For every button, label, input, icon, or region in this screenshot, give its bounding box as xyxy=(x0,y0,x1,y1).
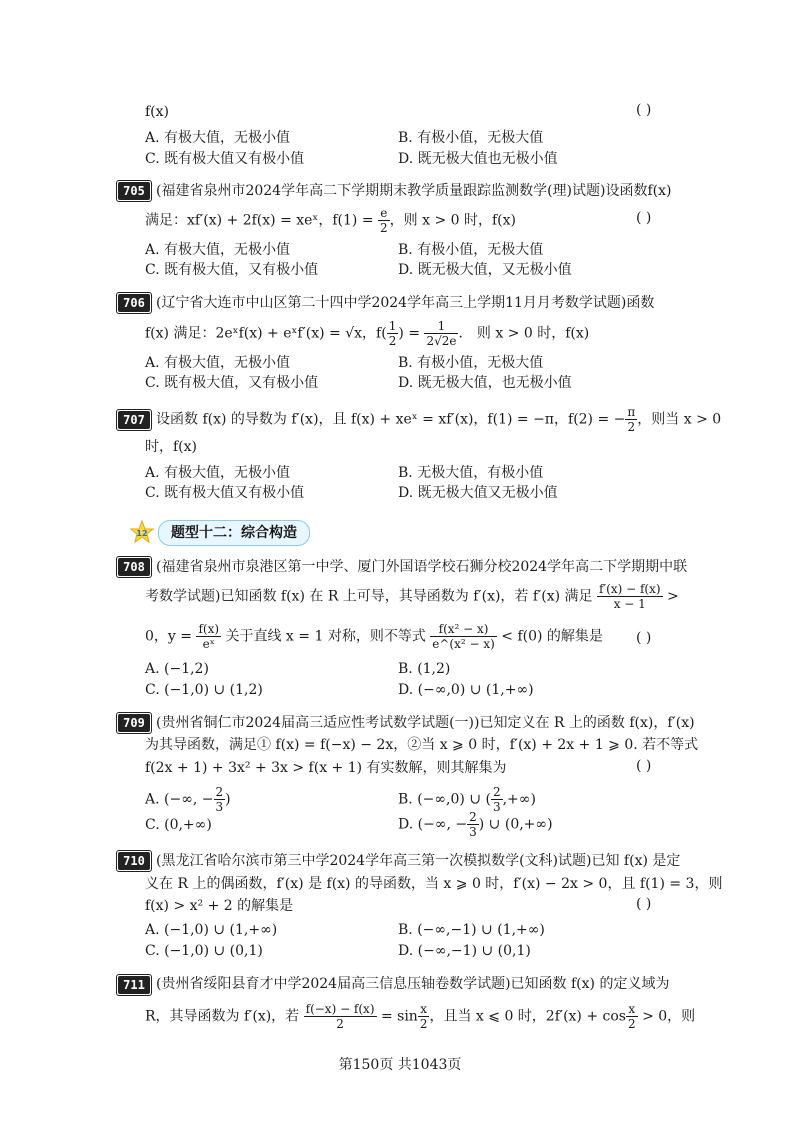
fraction: $\frac{x}{2}$ xyxy=(627,1002,636,1031)
question-number-badge: 709 xyxy=(118,714,150,732)
answer-paren: ( ) xyxy=(636,210,652,226)
question-text: 为其导函数，满足① f(x) = f(−x) − 2x，②当 x ⩾ 0 时，f′(x) + 2x + 1 ⩾ 0. 若不等式 xyxy=(145,737,699,753)
option-d: D. (−∞,−1) ∪ (0,1) xyxy=(398,943,531,959)
prev-question-tail: f(x) xyxy=(145,104,170,120)
question-text: f(x) > x² + 2 的解集是 xyxy=(145,898,294,914)
fraction: $\frac{f(-x) - f(x)}{2}$ xyxy=(305,1002,375,1031)
question-text: 时，f(x) xyxy=(145,439,198,455)
option-c: C. (−1,0) ∪ (1,2) xyxy=(145,682,263,698)
star-icon xyxy=(130,520,154,544)
question-text: (福建省泉州市2024学年高二下学期期末教学质量跟踪监测数学(理)试题)设函数f(x) xyxy=(156,183,672,199)
answer-paren: ( ) xyxy=(636,630,652,646)
fraction: $\frac{f'(x) - f(x)}{x - 1}$ xyxy=(598,582,661,611)
question-text: R，其导函数为 f′(x)，若 $\frac{f(-x) - f(x)}{2}$ = sin $\frac{x}{2}$ ，且当 x ⩽ 0 时，2f′(x) + cos $\frac{x}{2}$ > 0，则 xyxy=(145,1002,696,1031)
option-b: B. 有极小值，无极大值 xyxy=(398,130,544,146)
option-d: D. 既无极大值也无极小值 xyxy=(398,151,558,167)
answer-paren: ( ) xyxy=(636,896,652,912)
section-banner xyxy=(130,518,297,546)
option-a: A. (−∞, − $\frac{2}{3}$ ) xyxy=(145,785,231,814)
fraction: $\frac{f(x)}{\text{eˣ}}$ xyxy=(198,622,220,651)
question-text: 义在 R 上的偶函数，f′(x) 是 f(x) 的导函数，当 x ⩾ 0 时，f′(x) − 2x > 0，且 f(1) = 3，则 xyxy=(145,876,723,892)
fraction: $\frac{2}{3}$ xyxy=(215,785,224,814)
option-b: B. (1,2) xyxy=(398,661,451,677)
option-b: B. 无极大值，有极小值 xyxy=(398,465,544,481)
option-b: B. 有极小值，无极大值 xyxy=(398,355,544,371)
option-a: A. (−1,0) ∪ (1,+∞) xyxy=(145,922,278,938)
option-c: C. 既有极大值，又有极小值 xyxy=(145,375,319,391)
option-b: B. (−∞,0) ∪ ( $\frac{2}{3}$ ,+∞) xyxy=(398,785,536,814)
question-number-badge: 706 xyxy=(118,294,150,312)
option-a: A. 有极大值，无极小值 xyxy=(145,242,291,258)
option-c: C. 既有极大值又有极小值 xyxy=(145,151,305,167)
question-text: (辽宁省大连市中山区第二十四中学2024学年高三上学期11月月考数学试题)函数 xyxy=(156,295,655,311)
answer-paren: ( ) xyxy=(636,758,652,774)
question-text: 设函数 f(x) 的导数为 f′(x)，且 f(x) + xeˣ = xf′(x)，f(1) = −π，f(2) = − $\frac{\pi}{2}$ ，则当 x > 0 xyxy=(156,405,722,434)
option-d: D. 既无极大值，也无极小值 xyxy=(398,375,572,391)
option-c: C. (0,+∞) xyxy=(145,817,212,833)
option-a: A. 有极大值，无极小值 xyxy=(145,130,291,146)
option-c: C. 既有极大值又有极小值 xyxy=(145,485,305,501)
option-d: D. (−∞,0) ∪ (1,+∞) xyxy=(398,682,534,698)
option-a: A. (−1,2) xyxy=(145,661,209,677)
question-text: 满足：xf′(x) + 2f(x) = xeˣ，f(1) = $\frac{e}{2}$ ，则 x > 0 时，f(x) xyxy=(145,206,516,235)
fraction: $\frac{e}{2}$ xyxy=(380,206,388,235)
option-c: C. 既有极大值，又有极小值 xyxy=(145,262,319,278)
question-text: f(2x + 1) + 3x² + 3x > f(x + 1) 有实数解，则其解集为 xyxy=(145,760,507,776)
option-a: A. 有极大值，无极小值 xyxy=(145,465,291,481)
option-b: B. (−∞,−1) ∪ (1,+∞) xyxy=(398,922,545,938)
fraction: $\frac{\text{f(x² − x)}}{\text{e\textasciicircum{}(x² − x)}}$ xyxy=(432,622,495,651)
fraction: $\frac{\pi}{2}$ xyxy=(627,405,636,434)
option-d: D. 既无极大值，又无极小值 xyxy=(398,262,572,278)
option-c: C. (−1,0) ∪ (0,1) xyxy=(145,943,263,959)
option-d: D. (−∞, − $\frac{2}{3}$ ) ∪ (0,+∞) xyxy=(398,810,553,839)
question-text: (贵州省绥阳县育才中学2024届高三信息压轴卷数学试题)已知函数 f(x) 的定义域为 xyxy=(156,976,670,992)
option-a: A. 有极大值，无极小值 xyxy=(145,355,291,371)
question-number-badge: 705 xyxy=(118,182,150,200)
fraction: $\frac{1}{2√2e}$ xyxy=(426,319,457,348)
fraction: $\frac{2}{3}$ xyxy=(469,810,477,839)
question-text: (黑龙江省哈尔滨市第三中学2024学年高三第一次模拟数学(文科)试题)已知 f(x) 是定 xyxy=(156,853,681,869)
svg-text:12: 12 xyxy=(136,529,148,538)
fraction: $\frac{2}{3}$ xyxy=(492,785,501,814)
question-number-badge: 711 xyxy=(118,976,150,994)
question-number-badge: 708 xyxy=(118,558,150,576)
option-b: B. 有极小值，无极大值 xyxy=(398,242,544,258)
question-text: (福建省泉州市泉港区第一中学、厦门外国语学校石狮分校2024学年高二下学期期中联 xyxy=(156,559,688,575)
page-footer: 第150页 共1043页 xyxy=(338,1057,462,1073)
fraction: $\frac{1}{2}$ xyxy=(388,319,397,348)
section-title: 题型十二：综合构造 xyxy=(158,520,310,546)
question-text: (贵州省铜仁市2024届高三适应性考试数学试题(一))已知定义在 R 上的函数 f(x)，f′(x) xyxy=(156,715,695,731)
fraction: $\frac{x}{2}$ xyxy=(419,1002,428,1031)
question-text: f(x) 满足：2eˣf(x) + eˣf′(x) = √x，f( $\frac{1}{2}$ ) = $\frac{1}{2√2e}$ ． 则 x > 0 时，f(x) xyxy=(145,319,590,348)
question-number-badge: 710 xyxy=(118,852,150,870)
answer-paren: ( ) xyxy=(636,102,652,118)
question-number-badge: 707 xyxy=(118,411,150,429)
option-d: D. 既无极大值又无极小值 xyxy=(398,485,558,501)
question-text: 0，y = $\frac{f(x)}{\text{eˣ}}$ 关于直线 x = 1 对称，则不等式 $\frac{\text{f(x² − x)}}{\text{e\textasciicircum{}(x² − x)}}$ < f(0) 的解集是 xyxy=(145,622,603,651)
question-text: 考数学试题)已知函数 f(x) 在 R 上可导，其导函数为 f′(x)，若 f′(x) 满足 $\frac{f'(x) - f(x)}{x - 1}$ > xyxy=(145,582,679,611)
